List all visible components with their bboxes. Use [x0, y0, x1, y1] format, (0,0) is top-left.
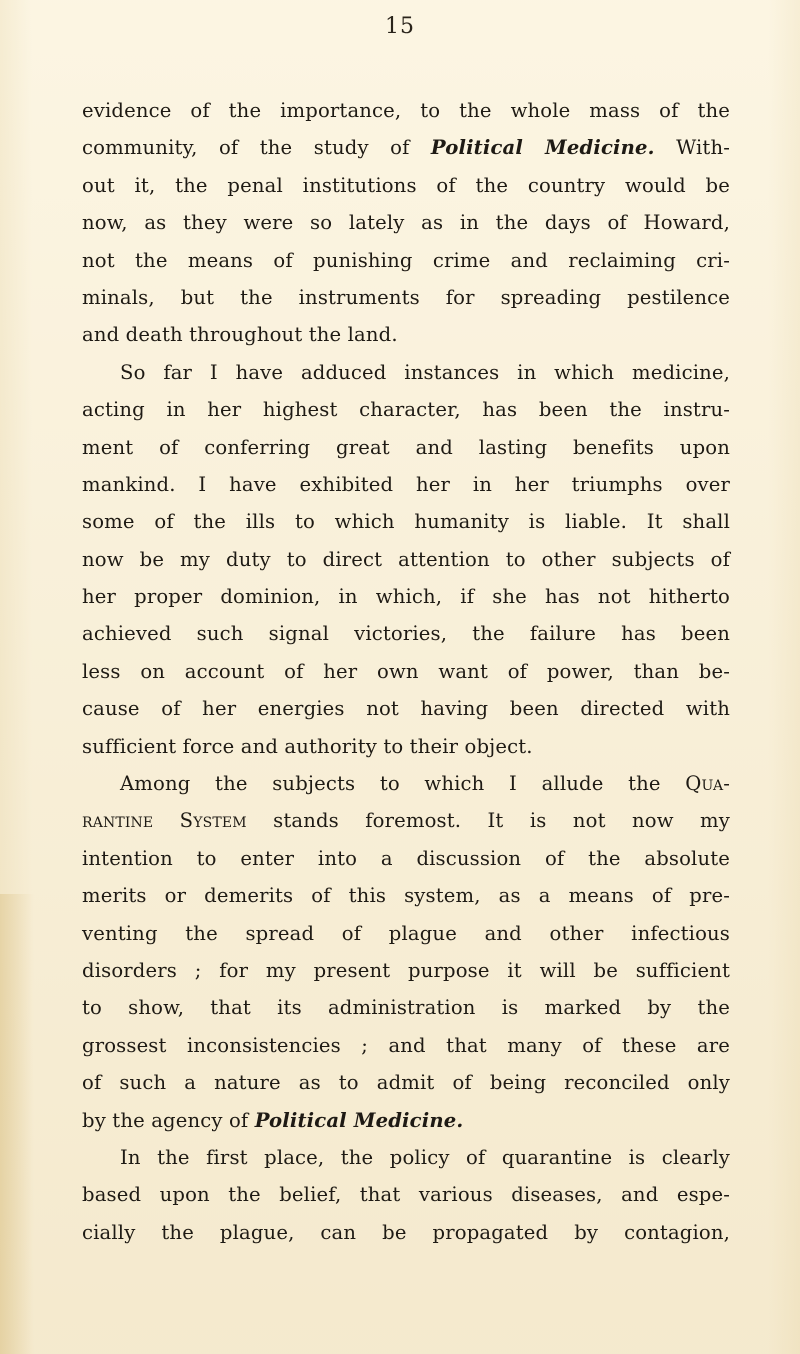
text-line	[82, 1214, 730, 1251]
text-line	[82, 1102, 730, 1139]
line-text: cause of her energies not having been directed with	[82, 697, 730, 721]
page-number: 15	[385, 14, 415, 39]
small-caps-text: Qua-	[685, 772, 730, 796]
text-line	[82, 690, 730, 727]
text-line	[82, 653, 730, 690]
line-text: merits or demerits of this system, as a means of pre-	[82, 884, 730, 908]
line-text: of such a nature as to admit of being reconciled only	[82, 1071, 730, 1095]
line-text: her proper dominion, in which, if she has not hitherto	[82, 585, 730, 609]
line-text: In the first place, the policy of quarantine is clearly	[120, 1145, 730, 1169]
line-text: mankind. I have exhibited her in her triumphs over	[82, 472, 730, 496]
line-text: venting the spread of plague and other infectious	[82, 921, 730, 945]
page-edge-shading	[0, 894, 34, 1354]
line-text: achieved such signal victories, the failure has been	[82, 622, 730, 646]
line-text: not the means of punishing crime and reclaiming cri-	[82, 248, 730, 272]
text-line	[82, 129, 730, 166]
text-line	[82, 1027, 730, 1064]
line-text: Among the subjects to which I allude the	[120, 772, 686, 796]
text-line	[82, 728, 730, 765]
line-text: based upon the belief, that various diseases, and espe-	[82, 1183, 730, 1207]
line-text: to show, that its administration is marked by the	[82, 996, 730, 1020]
line-text: now be my duty to direct attention to other subjects of	[82, 547, 730, 571]
text-line	[82, 877, 730, 914]
text-line	[82, 1064, 730, 1101]
small-caps-text: rantine System	[82, 809, 247, 833]
text-line	[82, 503, 730, 540]
line-text: grossest inconsistencies ; and that many of these are	[82, 1033, 730, 1057]
text-line	[82, 915, 730, 952]
emphasis-text: Political Medicine.	[254, 1108, 464, 1132]
line-text: evidence of the importance, to the whole mass of the	[82, 99, 730, 122]
line-text: some of the ills to which humanity is liable. It shall	[82, 510, 730, 534]
emphasis-text: Political Medicine.	[430, 136, 655, 160]
line-text: stands foremost. It is not now my	[246, 809, 730, 833]
line-text: ment of conferring great and lasting benefits upon	[82, 435, 730, 459]
text-line	[82, 92, 730, 129]
text-line	[82, 615, 730, 652]
text-line	[82, 952, 730, 989]
text-line	[82, 354, 730, 391]
line-text: and death throughout the land.	[82, 323, 398, 347]
text-line	[82, 204, 730, 241]
text-line	[82, 242, 730, 279]
text-line	[82, 391, 730, 428]
text-line	[82, 279, 730, 316]
line-text: now, as they were so lately as in the days of Howard,	[82, 211, 730, 235]
line-text: With-	[654, 136, 730, 160]
line-text: out it, the penal institutions of the country would be	[82, 173, 730, 197]
line-text: acting in her highest character, has been the instru-	[82, 398, 730, 422]
line-text: sufficient force and authority to their object.	[82, 734, 533, 758]
line-text: disorders ; for my present purpose it will be sufficient	[82, 958, 730, 982]
line-text: cially the plague, can be propagated by contagion,	[82, 1220, 730, 1244]
text-line	[82, 429, 730, 466]
body-text	[82, 92, 730, 1251]
line-text: by the agency of	[82, 1108, 255, 1132]
text-line	[82, 316, 730, 353]
text-line	[82, 802, 730, 839]
text-line	[82, 765, 730, 802]
line-text: So far I have adduced instances in which medicine,	[120, 360, 730, 384]
line-text: intention to enter into a discussion of the absolute	[82, 846, 730, 870]
text-line	[82, 840, 730, 877]
line-text: community, of the study of	[82, 136, 431, 160]
text-line	[82, 541, 730, 578]
text-line	[82, 466, 730, 503]
line-text: minals, but the instruments for spreading pestilence	[82, 285, 730, 309]
line-text: less on account of her own want of power, than be-	[82, 659, 730, 683]
text-line	[82, 989, 730, 1026]
text-line	[82, 167, 730, 204]
text-line	[82, 578, 730, 615]
text-line	[82, 1176, 730, 1213]
text-line	[82, 1139, 730, 1176]
